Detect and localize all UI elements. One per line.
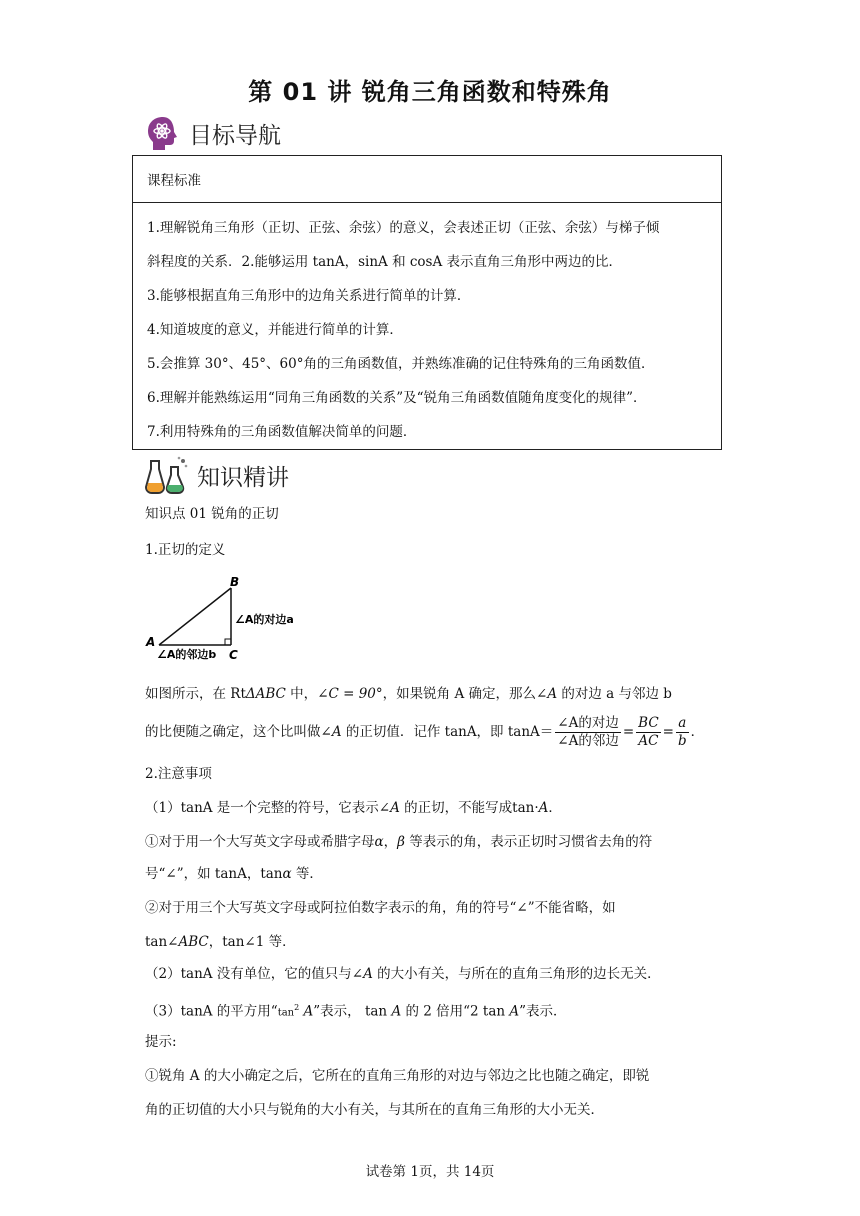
knowledge-section-label: 知识精讲 bbox=[197, 464, 289, 491]
text: 的比便随之确定，这个比叫做∠ bbox=[145, 724, 332, 740]
text: tan∠ bbox=[145, 934, 179, 950]
superscript: 2 bbox=[294, 1003, 300, 1012]
standard-item: 3.能够根据直角三角形中的边角关系进行简单的计算． bbox=[147, 288, 471, 304]
brain-atom-icon bbox=[145, 114, 181, 152]
text: （1）tanA 是一个完整的符号，它表示∠ bbox=[145, 800, 391, 816]
angle-symbol: A bbox=[509, 1003, 520, 1020]
triangle-symbol: ΔABC bbox=[245, 686, 286, 702]
equals: = bbox=[622, 724, 635, 740]
text: 的正切值．记作 tanA，即 tanA＝ bbox=[341, 724, 554, 740]
definition-paragraph-1 bbox=[145, 684, 672, 704]
note-3 bbox=[145, 998, 567, 1024]
notes-heading: 2.注意事项 bbox=[145, 766, 212, 782]
goals-section-header bbox=[145, 113, 281, 153]
text: ”表示， bbox=[313, 1003, 361, 1020]
text: 等表示的角，表示正切时习惯省去角的符 bbox=[404, 834, 653, 850]
fraction-a-b bbox=[676, 715, 689, 750]
note-1a-line-2 bbox=[145, 864, 323, 884]
opposite-side-label: ∠A的对边a bbox=[235, 613, 294, 626]
note-1 bbox=[145, 798, 562, 818]
text: 等． bbox=[291, 866, 323, 882]
denominator: AC bbox=[638, 733, 659, 749]
period: ． bbox=[548, 800, 562, 816]
alpha-symbol: α bbox=[374, 834, 384, 850]
angle-symbol: A bbox=[390, 800, 400, 816]
text: 号“∠”，如 tanA，tan bbox=[145, 866, 283, 882]
vertex-label-c: C bbox=[229, 648, 238, 662]
note-2 bbox=[145, 964, 661, 984]
adjacent-side-label: ∠A的邻边b bbox=[157, 648, 217, 661]
tan-dot: tan· bbox=[512, 800, 539, 816]
text: （2）tanA 没有单位，它的值只与∠ bbox=[145, 966, 364, 982]
numerator: ∠A的对边 bbox=[557, 715, 619, 731]
knowledge-point-title: 知识点 01 锐角的正切 bbox=[145, 506, 279, 522]
text: 中， bbox=[285, 686, 318, 702]
denominator: b bbox=[677, 733, 687, 749]
knowledge-section-header bbox=[145, 455, 289, 495]
angle-symbol: A bbox=[538, 800, 549, 816]
hint-heading: 提示: bbox=[145, 1034, 177, 1050]
tan-text: tan bbox=[277, 1007, 295, 1019]
standard-item: 5.会推算 30°、45°、60°角的三角函数值，并熟练准确的记住特殊角的三角函数值． bbox=[147, 356, 655, 372]
text: 的 2 倍用“2 tan bbox=[401, 1003, 510, 1020]
standard-item: 4.知道坡度的意义，并能进行简单的计算． bbox=[147, 322, 403, 338]
standard-item: 斜程度的关系．2.能够运用 tanA，sinA 和 cosA 表示直角三角形中两边的比． bbox=[147, 254, 623, 270]
goals-section-label: 目标导航 bbox=[189, 122, 281, 149]
angle-abc: ABC bbox=[178, 934, 209, 950]
course-standard-body bbox=[133, 203, 721, 449]
angle-symbol: A bbox=[331, 724, 342, 740]
course-standard-header: 课程标准 bbox=[133, 156, 721, 203]
angle-symbol: A bbox=[547, 686, 558, 702]
denominator: ∠A的邻边 bbox=[557, 733, 619, 749]
text: 的对边 a 与邻边 b bbox=[557, 686, 672, 702]
period: ． bbox=[690, 724, 705, 740]
angle-symbol: A bbox=[363, 966, 373, 982]
right-triangle-figure bbox=[143, 572, 313, 664]
text: ，如果锐角 A 确定，那么∠ bbox=[382, 686, 548, 702]
angle-symbol: A bbox=[299, 1003, 314, 1020]
beta-symbol: β bbox=[397, 834, 405, 850]
text: ”表示． bbox=[519, 1003, 567, 1020]
fraction-sides bbox=[555, 715, 621, 750]
note-1b-line-2 bbox=[145, 932, 296, 952]
flask-icon bbox=[145, 455, 189, 495]
course-standard-box bbox=[132, 155, 722, 450]
text: 的正切，不能写成 bbox=[399, 800, 513, 816]
text: ，tan∠1 等． bbox=[208, 934, 296, 950]
standard-item: 7.利用特殊角的三角函数值解决简单的问题． bbox=[147, 424, 417, 440]
text: ①对于用一个大写英文字母或希腊字母 bbox=[145, 834, 375, 850]
hint-line-2: 角的正切值的大小只与锐角的大小有关，与其所在的直角三角形的大小无关． bbox=[145, 1102, 604, 1118]
definition-paragraph-2 bbox=[145, 712, 704, 752]
text: 如图所示，在 Rt bbox=[145, 686, 246, 702]
angle-c-equation: ∠C = 90° bbox=[317, 686, 383, 702]
vertex-label-b: B bbox=[230, 575, 240, 589]
note-1a-line-1 bbox=[145, 832, 652, 852]
standard-item: 1.理解锐角三角形（正切、正弦、余弦）的意义，会表述正切（正弦、余弦）与梯子倾 bbox=[147, 220, 660, 236]
definition-heading: 1.正切的定义 bbox=[145, 542, 226, 558]
text: tan bbox=[360, 1003, 392, 1020]
numerator: a bbox=[676, 715, 689, 733]
page-title: 第 01 讲 锐角三角函数和特殊角 bbox=[248, 78, 612, 106]
fraction-bc-ac bbox=[636, 715, 661, 750]
vertex-label-a: A bbox=[146, 635, 156, 649]
text: （3）tanA 的平方用“ bbox=[145, 1003, 278, 1020]
page-footer: 试卷第 1页，共 14页 bbox=[365, 1164, 495, 1180]
numerator: BC bbox=[638, 715, 659, 731]
angle-symbol: A bbox=[391, 1003, 402, 1020]
text: ， bbox=[383, 834, 398, 850]
equals: = bbox=[662, 724, 674, 740]
hint-line-1: ①锐角 A 的大小确定之后，它所在的直角三角形的对边与邻边之比也随之确定，即锐 bbox=[145, 1068, 650, 1084]
text: 的大小有关，与所在的直角三角形的边长无关． bbox=[372, 966, 661, 982]
note-1b-line-1: ②对于用三个大写英文字母或阿拉伯数字表示的角，角的符号“∠”不能省略，如 bbox=[145, 900, 616, 916]
standard-item: 6.理解并能熟练运用“同角三角函数的关系”及“锐角三角函数值随角度变化的规律”． bbox=[147, 390, 647, 406]
alpha-symbol: α bbox=[282, 866, 292, 882]
